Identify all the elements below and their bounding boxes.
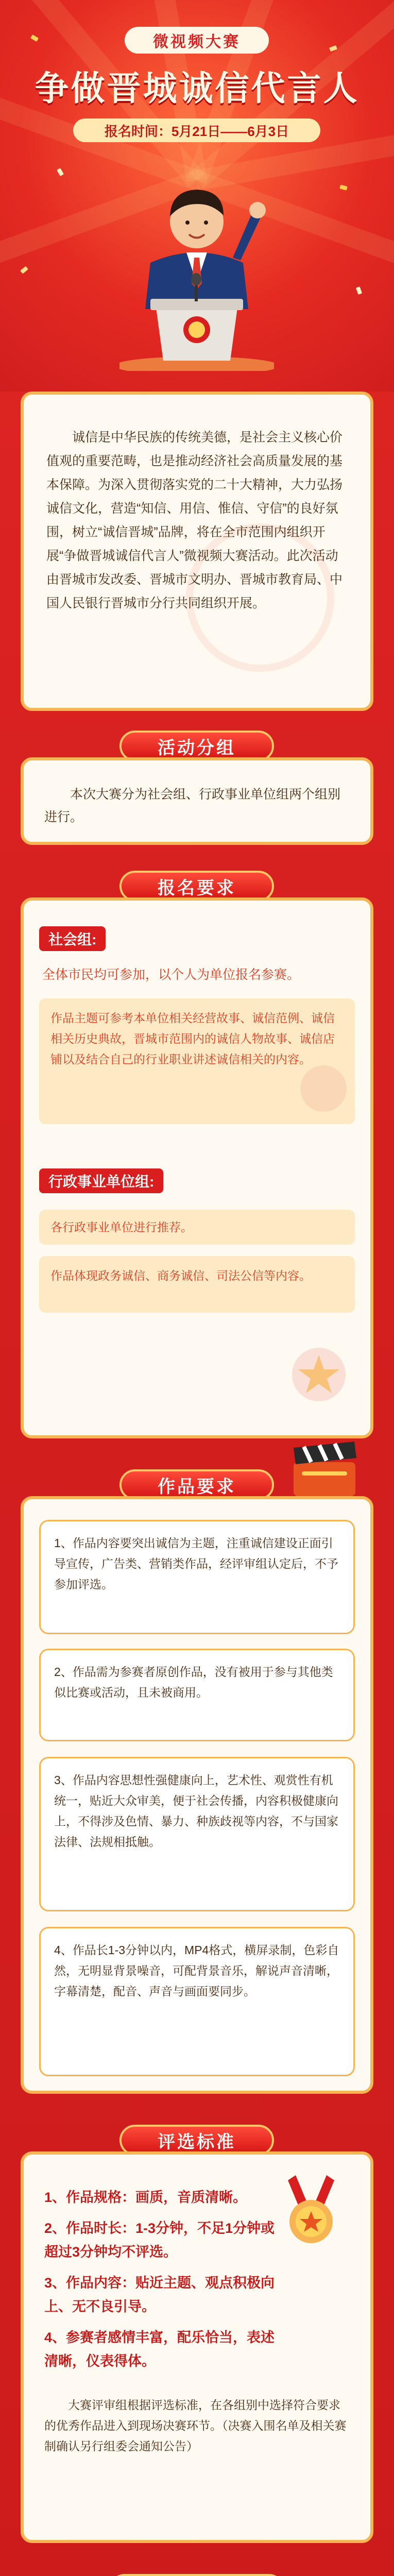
groups-panel [21, 757, 373, 845]
section-title-prizes [109, 2574, 284, 2576]
criteria-item: 2、作品时长：1-3分钟，不足1分钟或超过3分钟均不评选。 [44, 2221, 275, 2260]
work-requirement-item: 4、作品长1-3分钟以内，MP4格式，横屏录制，色彩自然，无明显背景噪音，可配背景音乐，解说声音清晰，字幕清楚，配音、声音与画面要同步。 [39, 1927, 355, 2076]
works-panel [21, 1496, 373, 2094]
criteria-item: 1、作品规格：画质，音质清晰。 [44, 2190, 247, 2205]
section-title-signup [119, 871, 274, 902]
social-group-tag: 社会组: [39, 926, 106, 951]
criteria-item: 3、作品内容：贴近主题、观点积极向上、无不良引导。 [44, 2275, 275, 2314]
speaker-illustration [119, 155, 274, 371]
social-group-text: 全体市民均可参加，以个人为单位报名参赛。 [42, 968, 300, 982]
section-title-criteria [119, 2125, 274, 2156]
confetti-icon [57, 168, 64, 176]
hero-banner [0, 0, 394, 392]
section-title-label: 作品要求 [158, 1477, 236, 1497]
clapperboard-icon [288, 1437, 361, 1499]
trophy-cup-icon [300, 1065, 347, 1112]
criteria-note: 大赛评审组根据评选标准，在各组别中选择符合要求的优秀作品进入到现场决赛环节。（决赛入围名单及相关赛制确认另行组委会通知公告） [44, 2398, 347, 2453]
star-badge-icon [288, 1344, 350, 1405]
criteria-panel [21, 2151, 373, 2543]
event-type-pill [125, 27, 269, 54]
groups-text: 本次大赛分为社会组、行政事业单位组两个组别进行。 [44, 787, 341, 824]
confetti-icon [20, 266, 28, 274]
gov-group-tag: 行政事业单位组: [39, 1168, 163, 1193]
medal-icon [272, 2170, 350, 2247]
intro-text: 诚信是中华民族的传统美德，是社会主义核心价值观的重要范畴，也是推动经济社会高质量发展的基本保障。为深入贯彻落实党的二十大精神，大力弘扬诚信文化，营造“知信、用信、惟信、守信”的良好氛围，树立“诚信晋城”品牌，将在全市范围内组织开展“争做晋城诚信代言人”微视频大赛活动。此次活动由晋城市发改委、晋城市文明办、晋城市教育局、中国人民银行晋城市分行共同组织开展。 [46, 430, 343, 611]
confetti-icon [30, 35, 39, 42]
page-title: 争做晋城诚信代言人 [35, 68, 359, 108]
signup-panel [21, 897, 373, 1438]
confetti-icon [339, 184, 348, 190]
gov-group-detail: 作品体现政务诚信、商务诚信、司法公信等内容。 [39, 1256, 355, 1313]
trophy-icon [293, 2573, 355, 2576]
section-title-label: 报名要求 [158, 878, 236, 898]
work-requirement-item: 3、作品内容思想性强健康向上，艺术性、观赏性有机统一，贴近大众审美，便于社会传播，内容积极健康向上，不得涉及色情、暴力、种族歧视等内容，不与国家法律、法规相抵触。 [39, 1757, 355, 1911]
social-group-detail: 作品主题可参考本单位相关经营故事、诚信范例、诚信相关历史典故，晋城市范围内的诚信人物故事、诚信店铺以及结合自己的行业职业讲述诚信相关的内容。 [39, 998, 355, 1124]
gov-group-text: 各行政事业单位进行推荐。 [39, 1210, 355, 1245]
confetti-icon [356, 286, 362, 295]
work-requirement-item: 1、作品内容要突出诚信为主题，注重诚信建设正面引导宣传，广告类、营销类作品，经评审组认定后，不予参加评选。 [39, 1520, 355, 1634]
signup-time: 报名时间：5月21日——6月3日 [73, 118, 320, 142]
criteria-item: 4、参赛者感情丰富，配乐恰当，表述清晰，仪表得体。 [44, 2330, 275, 2369]
work-requirement-item: 2、作品需为参赛者原创作品，没有被用于参与其他类似比赛或活动，且未被商用。 [39, 1649, 355, 1741]
section-title-label: 评选标准 [158, 2132, 236, 2152]
section-title-works [119, 1469, 274, 1500]
section-title-label: 活动分组 [158, 738, 236, 758]
intro-panel [21, 392, 373, 711]
section-title-groups [119, 731, 274, 761]
event-type-label: 微视频大赛 [153, 33, 241, 51]
